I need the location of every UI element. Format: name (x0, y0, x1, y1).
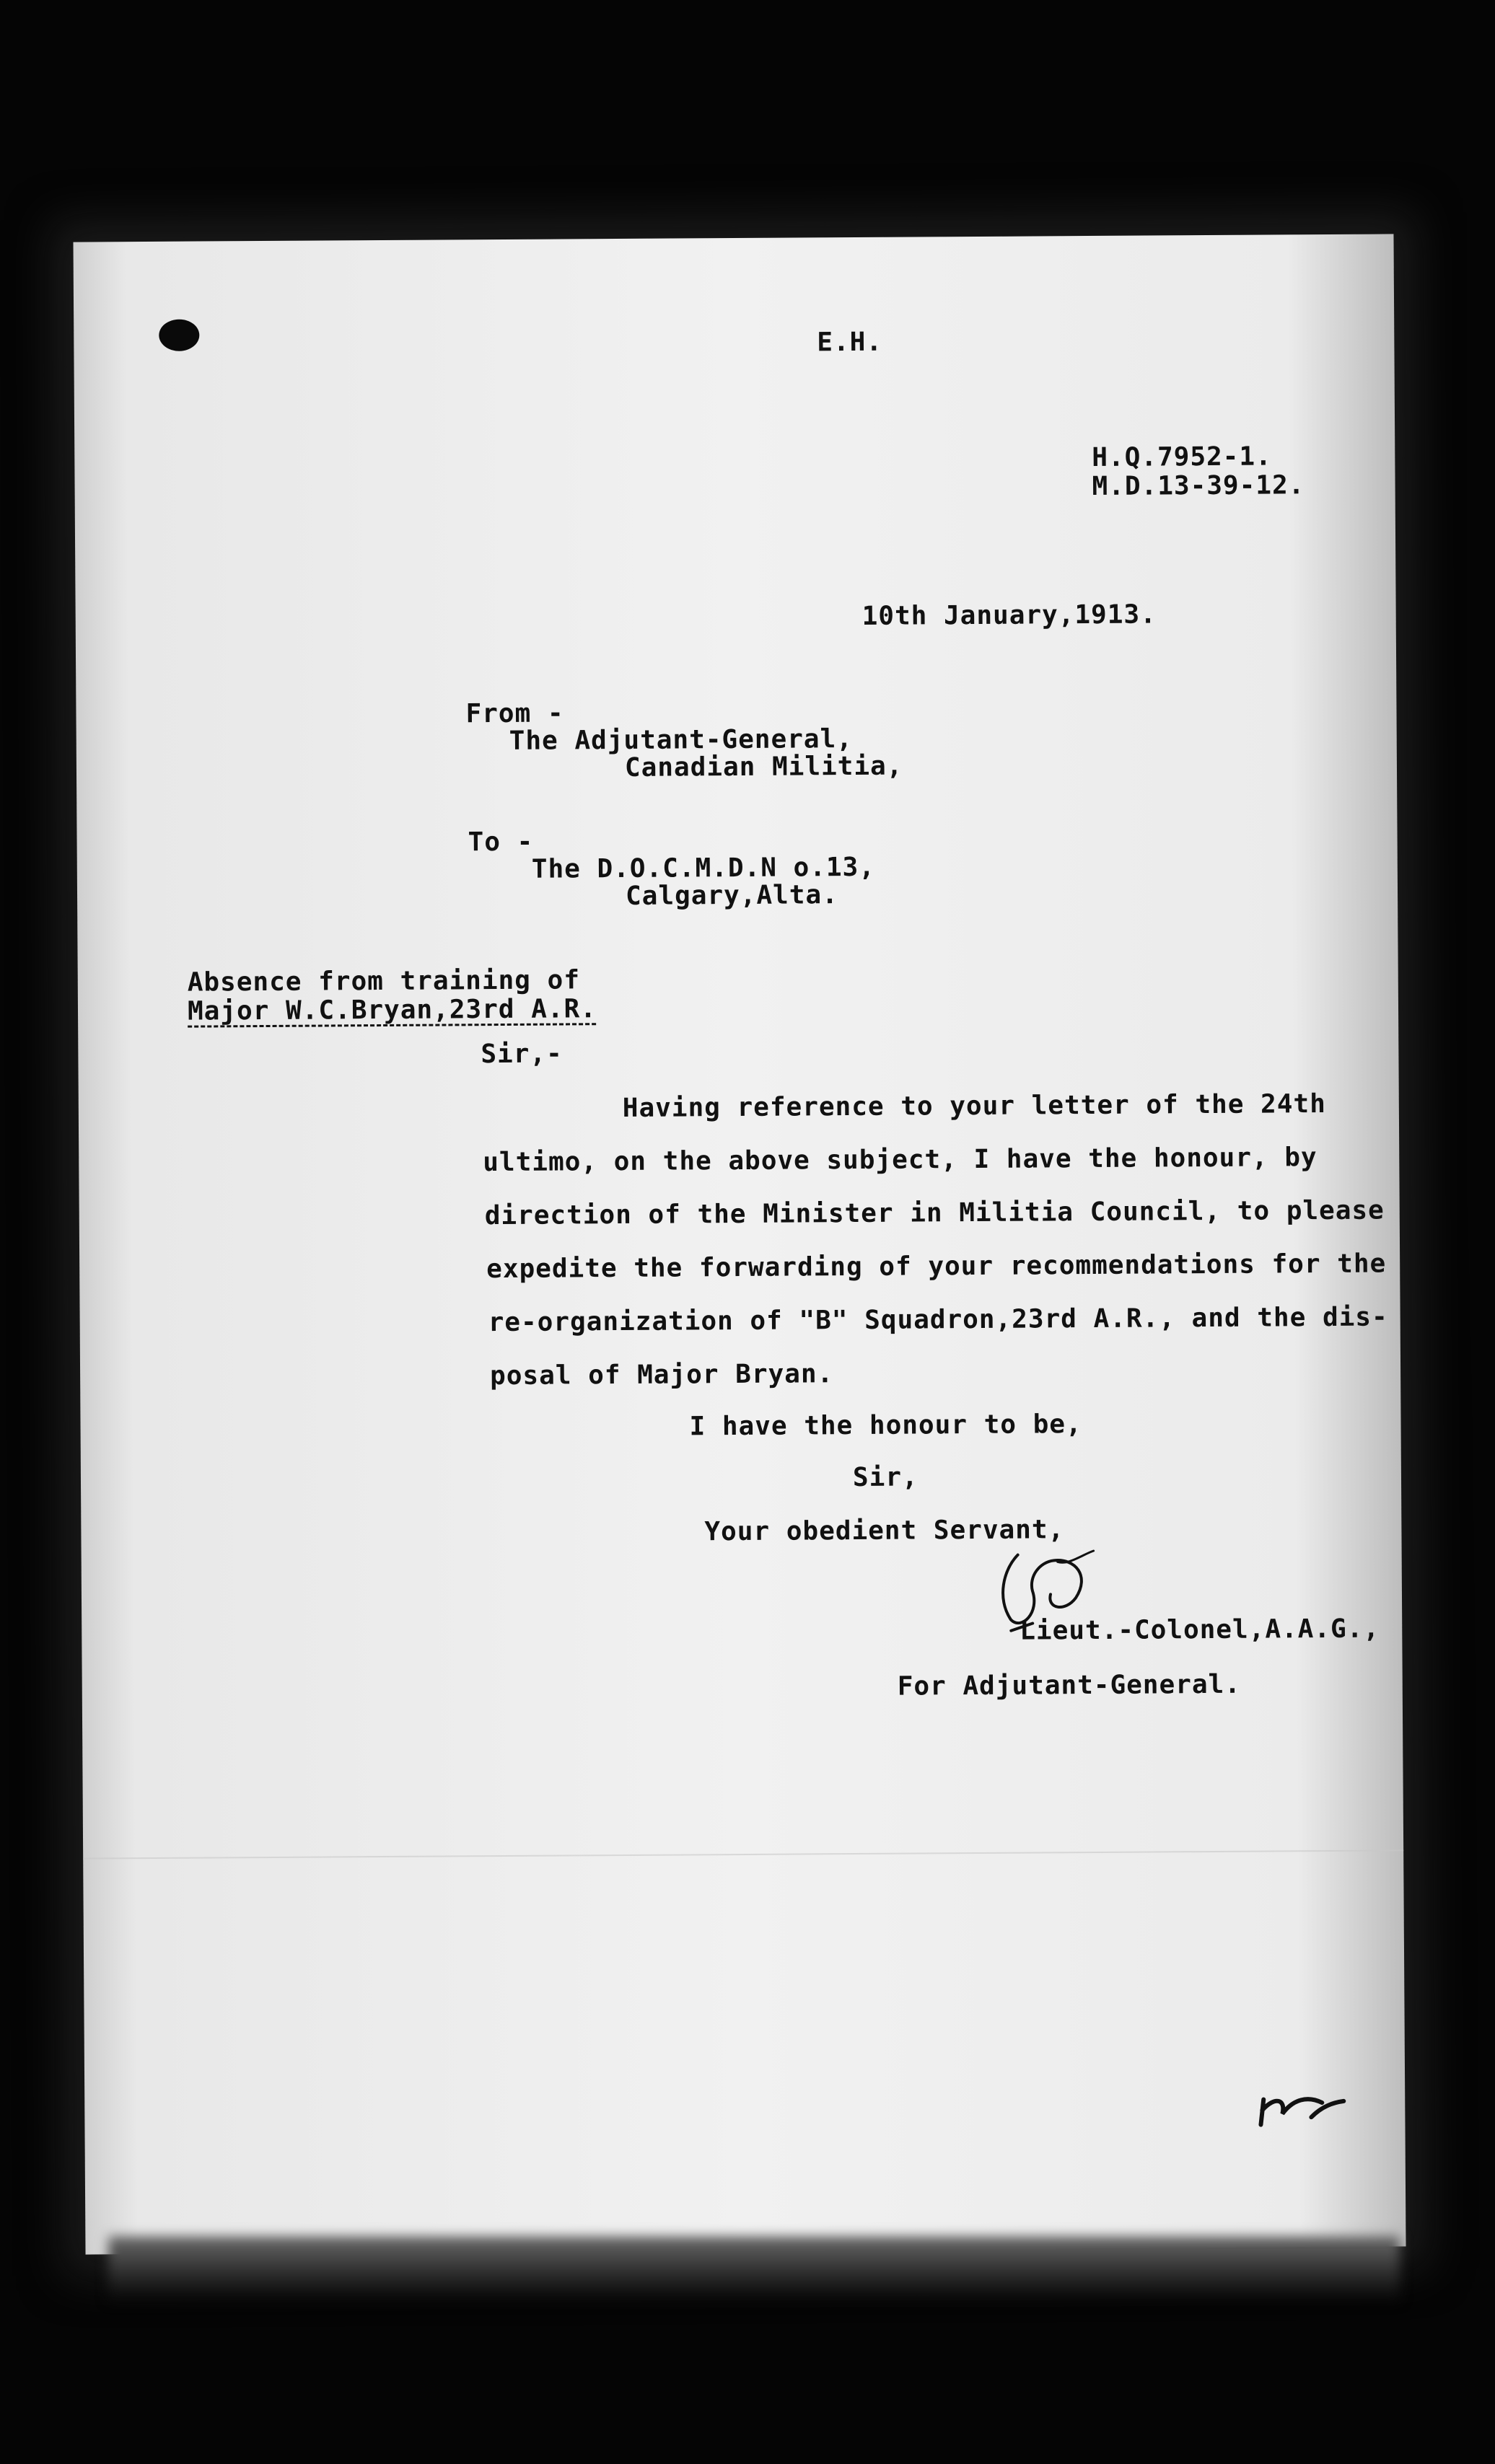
closing-line-3: Your obedient Servant, (704, 1515, 1065, 1547)
signatory-title: Lieut.-Colonel,A.A.G., (1020, 1614, 1380, 1646)
to-line-2: Calgary,Alta. (625, 880, 838, 911)
from-line-1: The Adjutant-General, (509, 724, 854, 756)
from-line-2: Canadian Militia, (624, 751, 903, 783)
letter-page (73, 234, 1406, 2254)
reference-number-md: M.D.13-39-12. (1092, 470, 1305, 501)
subject-line-2: Major W.C.Bryan,23rd A.R. (187, 994, 597, 1026)
to-label: To - (468, 827, 534, 858)
fold-line (83, 1849, 1403, 1859)
from-label: From - (465, 698, 564, 729)
salutation: Sir,- (481, 1039, 563, 1070)
body-line: ultimo, on the above subject, I have the honour, by (483, 1143, 1318, 1178)
body-line: expedite the forwarding of your recommendations for the (486, 1249, 1387, 1285)
signatory-for: For Adjutant-General. (897, 1669, 1242, 1702)
body-line: Having reference to your letter of the 24th (622, 1089, 1326, 1123)
body-line: posal of Major Bryan. (489, 1359, 834, 1391)
page-bottom-shadow (108, 2236, 1400, 2301)
subject-line-1: Absence from training of (187, 965, 581, 998)
closing-line-1: I have the honour to be, (689, 1409, 1082, 1442)
to-line-1: The D.O.C.M.D.N o.13, (531, 852, 876, 884)
closing-line-2: Sir, (852, 1462, 919, 1493)
body-line: re-organization of "B" Squadron,23rd A.R., and the dis- (488, 1302, 1388, 1338)
handwritten-margin-mark (1253, 2074, 1347, 2132)
initials: E.H. (817, 327, 883, 358)
letter-date: 10th January,1913. (862, 599, 1157, 631)
body-line: direction of the Minister in Militia Council, to please (484, 1195, 1385, 1231)
reference-number-hq: H.Q.7952-1. (1092, 441, 1272, 472)
punch-hole-mark (159, 320, 199, 351)
